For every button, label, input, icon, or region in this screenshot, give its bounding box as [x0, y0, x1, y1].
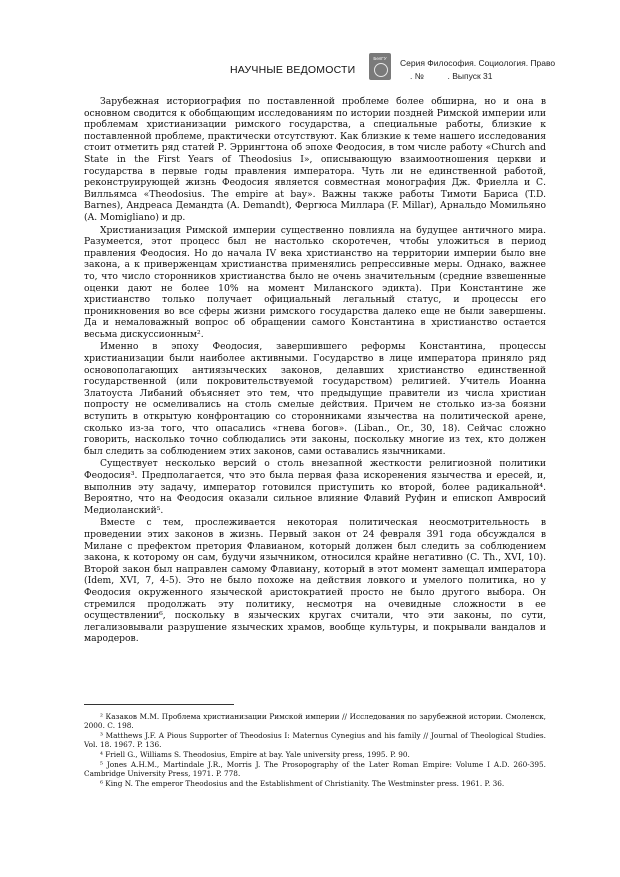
- logo-text: БелГУ: [373, 56, 387, 61]
- paragraph: Именно в эпоху Феодосия, завершившего реформы Константина, процессы христианизации были наиболее активными. Государство в лице императора приняло ряд основополагающих антиязыческих законов, делавших христианство единственной государственной (или покровительствуемой государством) религией. Учитель Иоанна Златоуста Либаний объясняет это тем, что предыдущие правители из числа христиан попросту не осмеливались на столь смелые действия. Причем не столько из-за боязни вступить в открытую конфронтацию со сторонниками язычества на политической арене, сколько из-за того, что опасались «гнева богов». (Liban., Or., 30, 18). Сейчас сложно говорить, насколько точно соблюдались эти законы, поскольку многие из тех, кто должен был следить за соблюдением этих законов, сами оставались язычниками.: [84, 341, 546, 457]
- footnotes: [84, 712, 546, 789]
- paragraph: Зарубежная историография по поставленной проблеме более обширна, но и она в основном сводится к обобщающим исследованиям по истории поздней Римской империи или проблемам христианизации римского государства, а специальные работы, близкие к поставленной проблеме, практически отсутствуют. Как близкие к теме нашего исследования стоит отметить ряд статей Р. Эррингтона об эпохе Феодосия, в том числе работу «Church and State in the First Years of Theodosius I», описывающую взаимоотношения церкви и государства в первые годы правления императора. Чуть ли не единственной работой, реконструирующей жизнь Феодосия является совместная монография Дж. Фриелла и С. Вилльямса «Theodosius. The empire at bay». Важны также работы Тимоти Бариса (T.D. Barnes), Андреаса Демандта (A. Demandt), Фергюса Миллара (F. Millar), Арнальдо Момильяно (A. Momigliano) и др.: [84, 96, 546, 223]
- footnote: ⁴ Friell G., Williams S. Theodosius, Empire at bay. Yale university press, 1995. P. 90.: [100, 750, 410, 760]
- issue-number: . №: [410, 71, 424, 81]
- paragraph: Существует несколько версий о столь внезапной жесткости религиозной политики Феодосия³. Предполагается, что это была первая фаза искоренения язычества и ересей, и, выполнив эту задачу, император готовился приступить ко второй, более радикальной⁴. Вероятно, что на Феодосия оказали сильное влияние Флавий Руфин и епископ Амвросий Медиоланский⁵.: [84, 458, 546, 516]
- paragraph: Христианизация Римской империи существенно повлияла на будущее античного мира. Разумеется, этот процесс был не настолько скоротечен, чтобы уложиться в период правления Феодосия. Но до начала IV века христианство на территории империи было вне закона, а к приверженцам христианства применялись репрессивные меры. Однако, важнее то, что число сторонников христианства было не очень значительным (средние взвешенные оценки дают не более 10% на момент Миланского эдикта). При Константине же христианство только получает официальный легальный статус, и процессы его проникновения во все сферы жизни римского государства далеко еще не были завершены. Да и немаловажный вопрос об обращении самого Константина в христианство остается весьма дискуссионным².: [84, 224, 546, 340]
- article-body: [84, 96, 546, 646]
- university-logo-icon: [369, 53, 391, 80]
- journal-title: НАУЧНЫЕ ВЕДОМОСТИ: [230, 64, 356, 76]
- series-title: Серия Философия. Социология. Право: [400, 58, 556, 68]
- footnote: ² Казаков М.М. Проблема христианизации Римской империи // Исследования по зарубежной истории. Смоленск, 2000. С. 198.: [84, 712, 546, 731]
- issue-part: . Выпуск 31: [447, 71, 493, 81]
- issue-line: [400, 70, 555, 83]
- footnote: ³ Matthews J.F. A Pious Supporter of Theodosius I: Maternus Cynegius and his family // Journal of Theological Studies. Vol. 18. 1967. P. 136.: [84, 731, 546, 750]
- paragraph: Вместе с тем, прослеживается некоторая политическая неосмотрительность в проведении этих законов в жизнь. Первый закон от 24 февраля 391 года обсуждался в Милане с префектом претория Флавианом, который должен был следить за соблюдением закона, к которому он сам, будучи язычником, относился крайне негативно (C. Th., XVI, 10). Второй закон был направлен самому Флавиану, который в этот момент замещал императора (Idem, XVI, 7, 4-5). Это не было похоже на действия ловкого и умелого политика, но у Феодосия окруженного языческой аристократией просто не было другого выбора. Он стремился продолжать эту политику, несмотря на очевидные сложности в ее осуществлении⁶, поскольку в языческих кругах считали, что эти законы, по сути, легализовывали разрушение языческих храмов, вообще культуры, и покрывали вандалов и мародеров.: [84, 517, 546, 645]
- footnote-divider: [84, 704, 234, 705]
- series-info: [400, 57, 555, 83]
- footnote: ⁶ King N. The emperor Theodosius and the Establishment of Christianity. The Westminster press. 1961. P. 36.: [100, 779, 505, 789]
- footnote: ⁵ Jones A.H.M., Martindale J.R., Morris J. The Prosopography of the Later Roman Empire: Volume I A.D. 260-395. Cambridge University Press, 1971. P. 778.: [84, 759, 546, 779]
- page-header: [0, 0, 620, 100]
